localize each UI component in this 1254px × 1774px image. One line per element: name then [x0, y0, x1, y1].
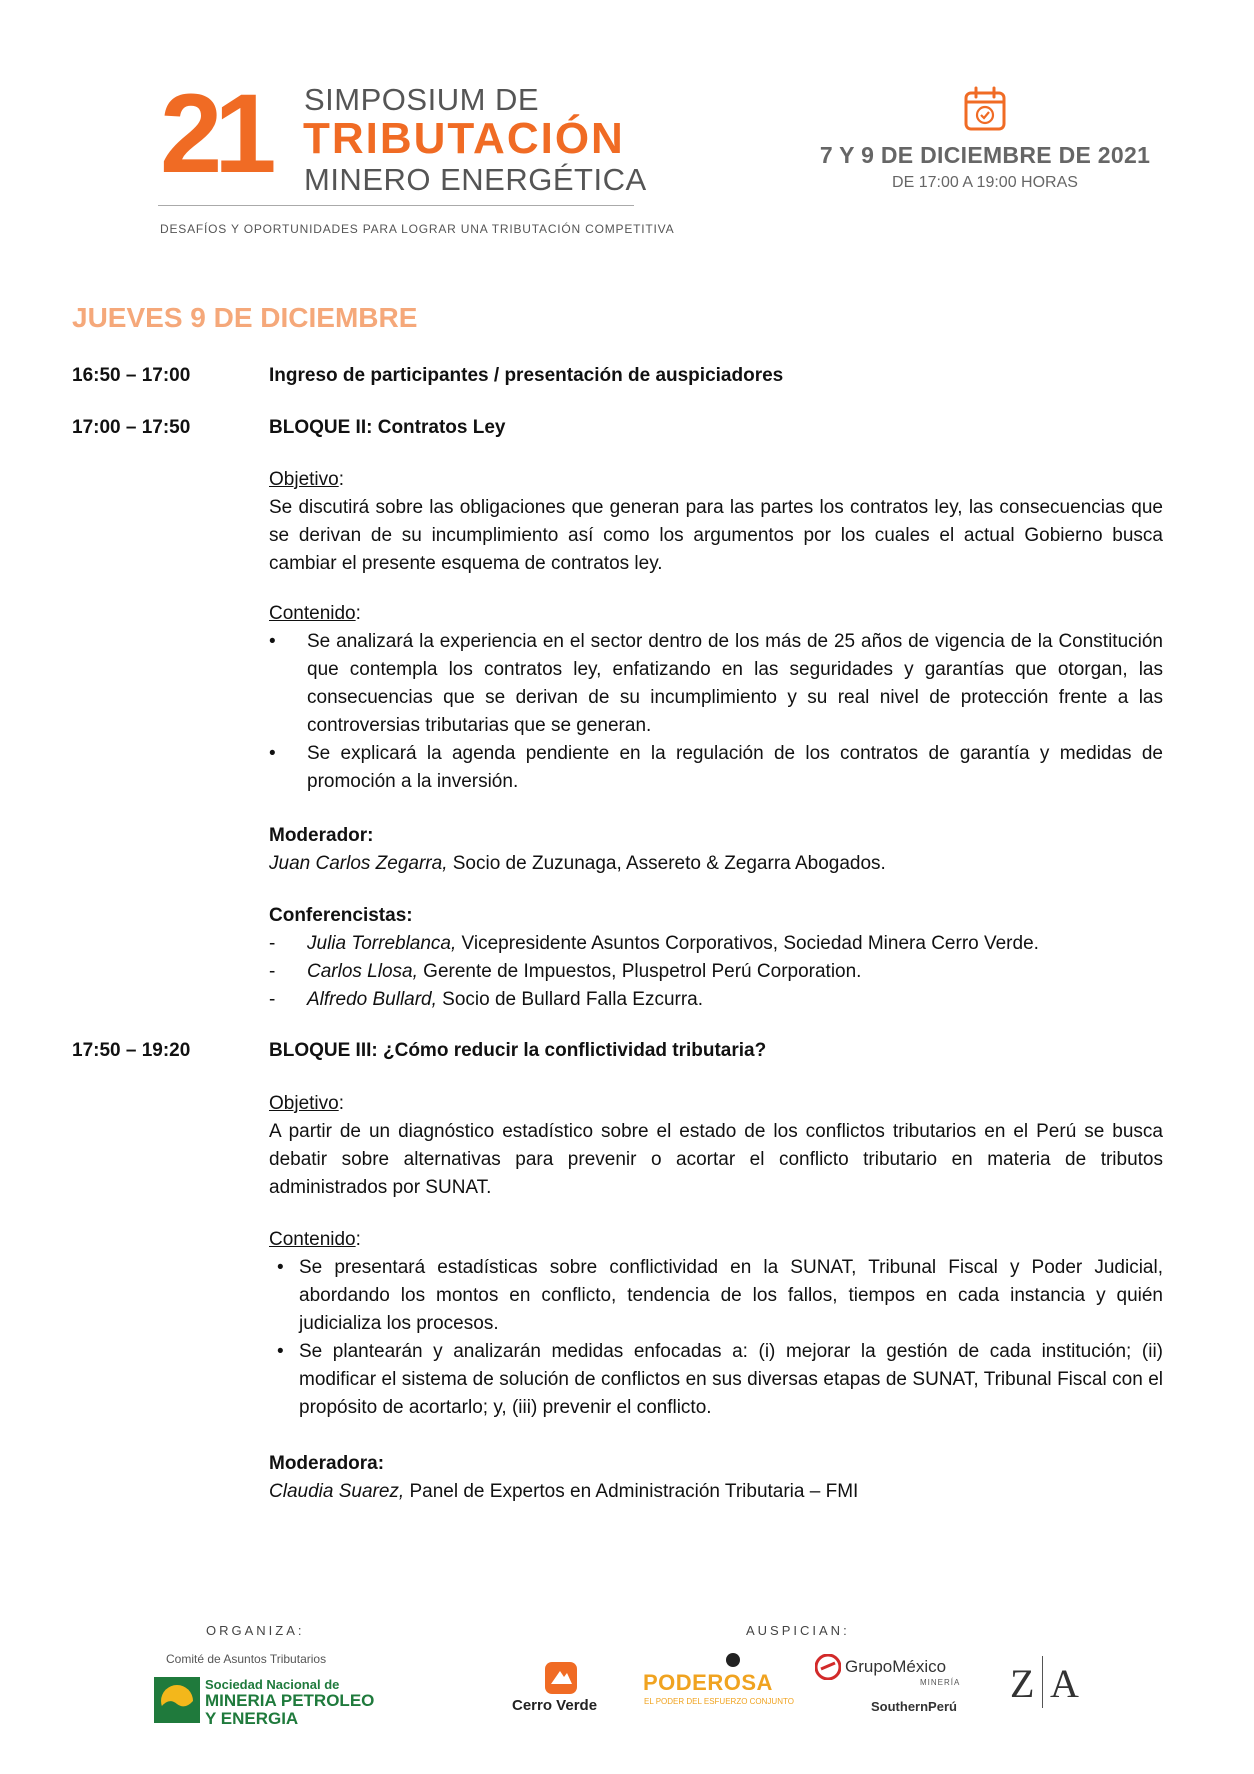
objective-label: Objetivo — [269, 469, 339, 490]
event-title-line1: SIMPOSIUM DE — [304, 82, 540, 117]
poderosa-dot-icon — [726, 1653, 740, 1667]
speaker-item: - Alfredo Bullard, Socio de Bullard Falla Ezcurra. — [269, 986, 1163, 1014]
organiza-label: ORGANIZA: — [206, 1623, 305, 1638]
moderator-role: Panel de Expertos en Administración Tributaria – FMI — [404, 1481, 859, 1502]
event-hours: DE 17:00 A 19:00 HORAS — [892, 174, 1078, 191]
header-divider — [158, 205, 634, 206]
organizer-committee: Comité de Asuntos Tributarios — [166, 1652, 327, 1666]
dash-icon: - — [269, 933, 276, 954]
edition-number: 21 — [160, 71, 269, 196]
event-date: 7 Y 9 DE DICIEMBRE DE 2021 — [819, 142, 1151, 168]
grupo-mexico-logo-icon — [815, 1654, 841, 1680]
event-title-line3: MINERO ENERGÉTICA — [304, 162, 647, 197]
speakers-label: Conferencistas: — [269, 905, 413, 926]
auspician-label: AUSPICIAN: — [746, 1623, 850, 1638]
session-moderator — [269, 822, 1163, 878]
sponsor-za-left: Z — [1010, 1661, 1035, 1706]
objective-text: Se discutirá sobre las obligaciones que generan para las partes los contratos ley, las consecuencias que se derivan de su incumplimiento así como los argumentos por los cuales el actual Gobierno busca cambiar el presente esquema de contratos ley. — [269, 497, 1163, 574]
organizer-name: Sociedad Nacional de MINERIA PETROLEO Y ENERGIA — [205, 1677, 375, 1728]
bullet-icon: • — [277, 1341, 284, 1362]
session-time: 17:00 – 17:50 — [72, 417, 191, 438]
cerro-verde-logo-icon — [545, 1662, 577, 1694]
event-title-line2: TRIBUTACIÓN — [303, 114, 625, 163]
list-item: • Se explicará la agenda pendiente en la regulación de los contratos de garantía y medidas de promoción a la inversión. — [269, 740, 1163, 796]
bullet-icon: • — [269, 631, 276, 652]
dash-icon: - — [269, 989, 276, 1010]
session-title: Ingreso de participantes / presentación de auspiciadores — [269, 365, 784, 386]
bullet-icon: • — [277, 1257, 284, 1278]
moderator-name: Juan Carlos Zegarra, — [269, 853, 448, 874]
list-item: • Se presentará estadísticas sobre conflictividad en la SUNAT, Tribunal Fiscal y Poder Judicial, abordando los montos en conflicto, tendencia de los fallos, tiempos en cada instancia y quién judicializa los procesos. — [269, 1254, 1163, 1338]
bullet-icon: • — [269, 743, 276, 764]
session-content: Contenido: • Se presentará estadísticas sobre conflictividad en la SUNAT, Tribunal Fiscal y Poder Judicial, abordando los montos en conflicto, tendencia de los fallos, tiempos en cada instancia y quién judicializa los procesos. • Se plantearán y analizarán medidas enfocadas a: (i) mejorar la gestión de cada institución; (ii) modificar el sistema de solución de conflictos en sus diversas etapas de SUNAT, Tribunal Fiscal con el propósito de acortarlo; y, (iii) prevenir el conflicto. — [269, 1226, 1163, 1422]
objective-label: Objetivo — [269, 1093, 339, 1114]
moderator-label: Moderador: — [269, 825, 374, 846]
dash-icon: - — [269, 961, 276, 982]
calendar-check-icon — [963, 86, 1007, 132]
moderator-label: Moderadora: — [269, 1453, 385, 1474]
list-item: • Se analizará la experiencia en el sector dentro de los más de 25 años de vigencia de la Constitución que contempla los contratos ley, enfatizando en las seguridades y garantías que otorgan, las consecuencias que se derivan de su incumplimiento y su real nivel de protección frente a las controversias tributarias que se generan. — [269, 628, 1163, 740]
sponsor-cerro-verde: Cerro Verde — [512, 1697, 598, 1714]
list-item: • Se plantearán y analizarán medidas enfocadas a: (i) mejorar la gestión de cada institución; (ii) modificar el sistema de solución de conflictos en sus diversas etapas de SUNAT, Tribunal Fiscal con el propósito de acortarlo; y, (iii) prevenir el conflicto. — [269, 1338, 1163, 1422]
day-heading: JUEVES 9 DE DICIEMBRE — [72, 302, 418, 333]
moderator-role: Socio de Zuzunaga, Assereto & Zegarra Abogados. — [447, 853, 886, 874]
session-time: 16:50 – 17:00 — [72, 365, 191, 386]
event-tagline: DESAFÍOS Y OPORTUNIDADES PARA LOGRAR UNA TRIBUTACIÓN COMPETITIVA — [160, 222, 675, 236]
sponsor-southern-peru: SouthernPerú — [871, 1699, 957, 1714]
speaker-item: - Carlos Llosa, Gerente de Impuestos, Pluspetrol Perú Corporation. — [269, 958, 1163, 986]
session-objective: Objetivo: A partir de un diagnóstico estadístico sobre el estado de los conflictos tributarios en el Perú se busca debatir sobre alternativas para prevenir o acortar el conflicto tributario en materia de tributos administrados por SUNAT. — [269, 1090, 1163, 1202]
snmpe-logo-icon — [154, 1677, 200, 1723]
speaker-item: - Julia Torreblanca, Vicepresidente Asuntos Corporativos, Sociedad Minera Cerro Verde. — [269, 930, 1163, 958]
session-moderator — [269, 1450, 1163, 1506]
moderator-name: Claudia Suarez, — [269, 1481, 405, 1502]
sponsor-grupo-mexico: GrupoMéxico — [845, 1657, 947, 1676]
session-time: 17:50 – 19:20 — [72, 1040, 191, 1061]
session-title: BLOQUE II: Contratos Ley — [269, 417, 506, 438]
content-label: Contenido — [269, 1229, 356, 1250]
objective-text: A partir de un diagnóstico estadístico sobre el estado de los conflictos tributarios en el Perú se busca debatir sobre alternativas para prevenir o acortar el conflicto tributario en materia de tributos administrados por SUNAT. — [269, 1121, 1163, 1198]
session-title: BLOQUE III: ¿Cómo reducir la conflictividad tributaria? — [269, 1040, 767, 1061]
sponsor-poderosa-tagline: EL PODER DEL ESFUERZO CONJUNTO — [644, 1697, 794, 1706]
sponsor-poderosa: PODEROSA — [643, 1670, 773, 1695]
session-speakers — [269, 902, 1163, 1014]
session-content: Contenido: • Se analizará la experiencia en el sector dentro de los más de 25 años de vigencia de la Constitución que contempla los contratos ley, enfatizando en las seguridades y garantías que otorgan, las consecuencias que se derivan de su incumplimiento y su real nivel de protección frente a las controversias tributarias que se generan. • Se explicará la agenda pendiente en la regulación de los contratos de garantía y medidas de promoción a la inversión. — [269, 600, 1163, 796]
content-label: Contenido — [269, 603, 356, 624]
za-divider — [1042, 1656, 1043, 1708]
sponsor-grupo-mexico-sub: MINERÍA — [920, 1678, 961, 1687]
sponsor-za-right: A — [1050, 1661, 1079, 1706]
session-objective: Objetivo: Se discutirá sobre las obligaciones que generan para las partes los contratos ley, las consecuencias que se derivan de su incumplimiento así como los argumentos por los cuales el actual Gobierno busca cambiar el presente esquema de contratos ley. — [269, 466, 1163, 578]
